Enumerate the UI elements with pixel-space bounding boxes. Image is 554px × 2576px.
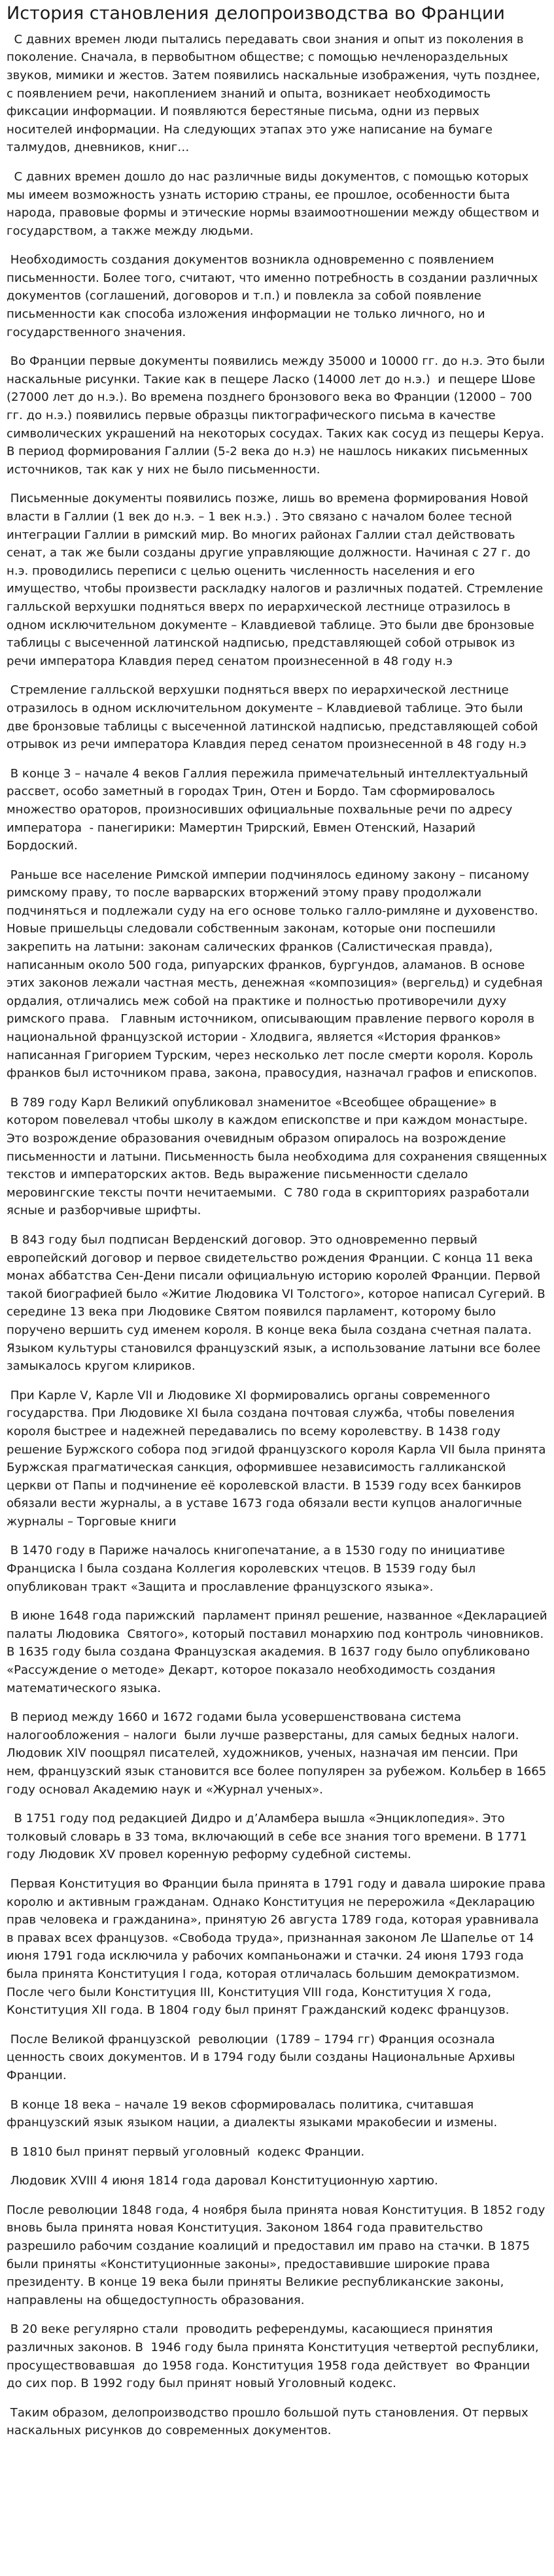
paragraph: В конце 3 – начале 4 веков Галлия пережила примечательный интеллектуальный рассвет, особо заметный в городах Трин, Отен и Бордо. Там сформировалось множество ораторов, произносивших официальные похвальные речи по адресу императора - панегирики: Мамертин Трирский, Евмен Отенский, Назарий Бордоский. [7, 766, 536, 853]
paragraph: Таким образом, делопроизводство прошло большой путь становления. От первых наскальных рисунков до современных документов. [7, 2405, 532, 2438]
paragraph: Первая Конституция во Франции была принята в 1791 году и давала широкие права королю и активным гражданам. Однако Конституция не перерожила «Декларацию прав человека и гражданина», принятую 26 августа 1789 года, которая уравнивала в правах всех французов. «Свобода труда», признанная законом Ле Шапелье от 14 июня 1791 года исключила у рабочих компаньонажи и стачки. 24 июня 1793 года была принята Конституция I года, которая отличалась большим демократизмом. После чего были Конституция III, Конституция VIII года, Конституция X года, Конституция XII года. В 1804 году был принят Гражданский кодекс французов. [7, 1876, 549, 2018]
paragraph: В 1810 был принят первый уголовный кодекс Франции. [7, 2144, 365, 2159]
paragraph: После Великой французской революции (1789 – 1794 гг) Франция осознала ценность своих документов. И в 1794 году были созданы Национальные Архивы Франции. [7, 2032, 519, 2082]
paragraph: Необходимость создания документов возникла одновременно с появлением письменности. Более того, считают, что именно потребность в создании различных документов (соглашений, договоров и т.п.) и повлекла за собой появление письменности как способа изложения информации не только личного, но и государственного значения. [7, 253, 542, 339]
paragraph: В 20 веке регулярно стали проводить референдумы, касающиеся принятия различных законов. В 1946 году была принята Конституция четвертой республики, просуществовавшая до 1958 года. Конституция 1958 года действует во Франции до сих пор. В 1992 году был принят новый Уголовный кодекс. [7, 2322, 543, 2391]
paragraph: В 1751 году под редакцией Дидро и д’Аламбера вышла «Энциклопедия». Это толковый словарь в 33 тома, включающий в себе все знания того времени. В 1771 году Людовик XV провел коренную реформу судебной системы. [7, 1812, 531, 1862]
paragraph: В конце 18 века – начале 19 веков сформировалась политика, считавшая французский язык языком нации, а диалекты языками мракобесии и измены. [7, 2097, 498, 2130]
paragraph: С давних времен дошло до нас различные виды документов, с помощью которых мы имеем возможность узнать историю страны, ее прошлое, особенности быта народа, правовые формы и этические нормы взаимоотношении между обществом и государством, а также между людьми. [7, 169, 544, 238]
paragraph: Стремление галльской верхушки подняться вверх по иерархической лестнице отразилось в одном исключительном документе – Клавдиевой таблице. Это были две бронзовые таблицы с высеченной латинской надписью, представляющей собой отрывок из речи императора Клавдия перед сенатом произнесенной в 48 году н.э [7, 683, 542, 752]
paragraph: Письменные документы появились позже, лишь во времена формирования Новой власти в Галлии (1 век до н.э. – 1 век н.э.) . Это связано с началом более тесной интеграции Галлии в римский мир. Во многих районах Галлии стал действовать сенат, а так же были созданы другие управляющие должности. Начиная с 27 г. до н.э. проводились переписи с целью оценить численность населения и его имущество, чтобы произвести раскладку налогов и различных податей. Стремление галльской верхушки подняться вверх по иерархической лестнице отразилось в одном исключительном документе – Клавдиевой таблице. Это были две бронзовые таблицы с высеченной латинской надписью, представляющей собой отрывок из речи императора Клавдия перед сенатом произнесенной в 48 году н.э [7, 492, 547, 668]
paragraph: Раньше все население Римской империи подчинялось единому закону – писаному римскому праву, то после варварских вторжений этому праву продолжали подчиняться и подлежали суду на его основе только галло-римляне и духовенство. Новые пришельцы следовали собственным законам, которые они поспешили закрепить на латыни: законам салических франков (Салистическая правда), написанным около 500 года, рипуарских франков, бургундов, аламанов. В основе этих законов лежали частная месть, денежная «композиция» (вергельд) и судебная ордалия, отличались меж собой на практике и полностью противоречили духу римского права. Главным источником, описывающим правление первого короля в национальной французской истории - Хлодвига, является «История франков» написанная Григорием Турским, через несколько лет после смерти короля. Король франков был источником права, закона, правосудия, назначал графов и епископов. [7, 868, 547, 1081]
paragraph: При Карле V, Карле VII и Людовике XI формировались органы современного государства. При Людовике XI была создана почтовая служба, чтобы повеления короля быстрее и надежней передавались по всему королевству. В 1438 году решение Буржского собора под эгидой французского короля Карла VII была принята Буржская прагматическая санкция, оформившее независимость галликанской церкви от Папы и подчинение её королевской власти. В 1539 году всех банкиров обязали вести журналы, а в уставе 1673 года обязали вести купцов аналогичные журналы – Торговые книги [7, 1388, 550, 1529]
paragraph: Людовик XVIII 4 июня 1814 года даровал Конституционную хартию. [7, 2174, 438, 2188]
paragraph: В 789 году Карл Великий опубликовал знаменитое «Всеобщее обращение» в котором повелевал чтобы школу в каждом епископстве и при каждом монастыре. Это возрождение образования очевидным образом опиралось на возрождение письменности и латыни. Письменность была необходима для сохранения священных текстов и императорских актов. Ведь выражение письменности сделало меровингские тексты почти нечитаемыми. С 780 года в скрипториях разработали ясные и разборчивые шрифты. [7, 1095, 551, 1218]
paragraph: Во Франции первые документы появились между 35000 и 10000 гг. до н.э. Это были наскальные рисунки. Такие как в пещере Ласко (14000 лет до н.э.) и пещере Шове (27000 лет до н.э.). Во времена позднего бронзового века во Франции (12000 – 700 гг. до н.э.) появились первые образцы пиктографического письма в качестве символических украшений на некоторых сосудах. Таких как сосуд из пещеры Керуа. В период формирования Галлии (5-2 века до н.э) не нашлось никаких письменных источников, так как у них не было письменности. [7, 354, 549, 477]
paragraph: В 1470 году в Париже началось книгопечатание, а в 1530 году по инициативе Франциска I была создана Коллегия королевских чтецов. В 1539 году был опубликован тракт «Защита и прославление французского языка». [7, 1544, 509, 1594]
paragraph: После революции 1848 года, 4 ноября была принята новая Конституция. В 1852 году вновь была принята новая Конституция. Законом 1864 года правительство разрешило рабочим создание коалиций и предоставил им право на стачки. В 1875 были приняты «Конституционные законы», предоставившие широкие права президенту. В конце 19 века были приняты Великие республиканские законы, направлены на общедоступность образования. [7, 2203, 549, 2307]
paragraph: В период между 1660 и 1672 годами была усовершенствована системa налогообложения – налоги были лучше разверстаны, для самых бедных налоги. Людовик XIV поощрял писателей, художников, ученых, назначая им пенсии. При нем, французский язык становится все более популярен за рубежом. Кольбер в 1665 году основал Академию наук и «Журнал ученых». [7, 1710, 551, 1797]
paragraph: В июне 1648 года парижский парламент принял решение, названное «Декларацией палаты Людовика Святого», который поставил монархию под контроль чиновников. В 1635 году была создана Французская академия. В 1637 году было опубликовано «Рассуждение о методе» Декарт, которое показало необходимость создания математического языка. [7, 1609, 551, 1695]
paragraph: В 843 году был подписан Верденский договор. Это одновременно первый европейский договор и первое свидетельство рождения Франции. С конца 11 века монах аббатства Сен-Дени писали официальную историю королей Франции. Первой такой биографией было «Житие Людовика VI Толстого», которое написал Сугерий. В середине 13 века при Людовике Святом появился парламент, которому было поручено вершить суд именем короля. В конце века была создана счетная палата. Языком культуры становился французский язык, а использование латыни все более замыкалось кругом клириков. [7, 1232, 549, 1374]
paragraph: С давних времен люди пытались передавать свои знания и опыт из поколения в поколение. Сначала, в первобытном обществе; с помощью нечленораздельных звуков, мимики и жестов. Затем появились наскальные изображения, чуть позднее, с появлением речи, накоплением знаний и опыта, возникает необходимость фиксации информации. И появляются берестяные письма, одни из первых носителей информации. На следующих этапах это уже написание на бумаге талмудов, дневников, книг… [7, 32, 544, 155]
document-body [7, 31, 551, 2440]
document-title: История становления делопроизводства во Франции [7, 3, 505, 24]
